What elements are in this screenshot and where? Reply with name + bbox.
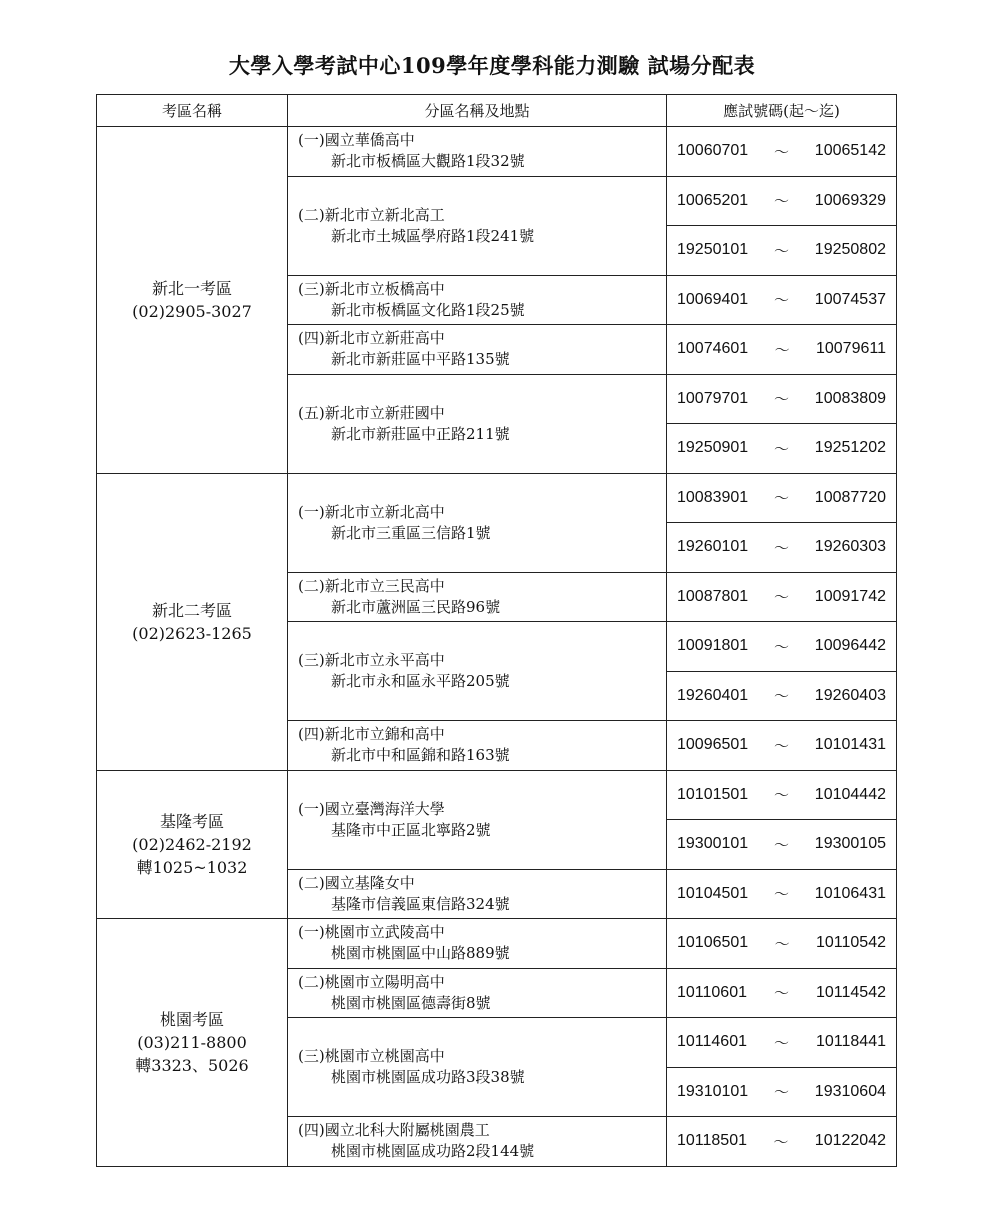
range-start: 19250101 [677,241,749,259]
range-separator: ～ [773,390,789,409]
district-phone: (02)2462-2192 [132,834,252,854]
range-end: 10087720 [814,488,886,506]
district-name: 桃園考區 [159,1009,224,1029]
district-ext: 轉1025~1032 [136,857,248,877]
site-cell [288,127,667,177]
site-name: (三)新北市立板橋高中 [298,279,445,298]
range-separator: ～ [773,489,789,508]
range-end: 10118441 [815,1033,886,1051]
range-start: 10060701 [677,142,749,160]
site-name: (一)桃園市立武陵高中 [298,923,445,942]
site-address: 新北市永和區永平路205號 [331,672,510,690]
site-cell [288,1117,667,1167]
site-address: 新北市板橋區文化路1段25號 [331,300,525,319]
range-start: 19250901 [677,439,749,457]
range-separator: ～ [774,340,790,359]
district-phone: (02)2905-3027 [132,301,252,321]
range-separator: ～ [773,439,789,458]
range-cell [667,127,897,177]
range-end: 10083809 [814,389,886,407]
site-name: (三)桃園市立桃園高中 [298,1047,445,1065]
site-name: (一)國立華僑高中 [298,131,415,150]
range-cell [667,325,897,375]
range-separator: ～ [773,736,789,755]
site-cell [288,1018,667,1117]
range-cell [667,275,897,325]
district-phone: (02)2623-1265 [132,623,252,643]
site-cell [288,968,667,1018]
table-row [97,919,897,969]
range-end: 10096442 [814,637,886,655]
site-name: (四)國立北科大附屬桃園農工 [298,1121,490,1140]
district-cell [97,919,288,1167]
range-separator: ～ [773,142,789,161]
table-body [97,127,897,1167]
range-end: 10101431 [814,736,886,754]
site-address: 桃園市桃園區成功路2段144號 [331,1142,535,1161]
range-cell [667,820,897,870]
header-row [97,95,897,127]
range-end: 10091742 [814,587,886,605]
range-cell [667,523,897,573]
site-address: 新北市中和區錦和路163號 [331,746,510,765]
site-name: (一)新北市立新北高中 [298,502,445,521]
district-phone: (03)211-8800 [137,1032,247,1052]
range-cell [667,622,897,672]
district-ext: 轉3323、5026 [135,1055,249,1075]
range-start: 10104501 [677,884,749,902]
site-name: (四)新北市立錦和高中 [298,725,445,744]
range-start: 10065201 [677,191,749,209]
site-address: 新北市板橋區大觀路1段32號 [331,152,525,171]
range-cell [667,226,897,276]
site-cell [288,721,667,771]
site-cell [288,572,667,622]
district-name: 新北二考區 [151,600,232,620]
site-address: 桃園市桃園區德壽街8號 [331,993,491,1012]
range-end: 10079611 [815,340,886,358]
range-end: 10122042 [814,1132,886,1150]
site-name: (二)國立基隆女中 [298,873,415,892]
site-name: (三)新北市立永平高中 [298,651,445,669]
site-name: (二)桃園市立陽明高中 [298,972,445,991]
site-address: 新北市土城區學府路1段241號 [331,226,535,245]
range-cell [667,572,897,622]
range-end: 19250802 [814,241,886,259]
site-address: 新北市三重區三信路1號 [331,523,491,542]
site-name: (一)國立臺灣海洋大學 [298,799,445,818]
range-separator: ～ [773,637,789,656]
range-end: 10065142 [814,142,886,160]
district-cell [97,473,288,770]
range-cell [667,721,897,771]
range-start: 10114601 [677,1033,747,1051]
range-cell [667,968,897,1018]
table-row [97,770,897,820]
site-address: 新北市新莊區中正路211號 [331,424,510,443]
range-separator: ～ [773,192,789,211]
range-start: 10118501 [677,1132,747,1150]
site-cell [288,770,667,869]
range-end: 19300105 [814,835,886,853]
range-end: 10110542 [815,934,886,952]
range-cell [667,473,897,523]
site-cell [288,622,667,721]
range-cell [667,869,897,919]
site-address: 桃園市桃園區成功路3段38號 [331,1068,525,1086]
range-end: 10069329 [814,191,886,209]
range-start: 19260401 [677,686,749,704]
site-name: (二)新北市立新北高工 [298,205,445,224]
range-cell [667,770,897,820]
range-start: 10106501 [677,934,749,952]
range-start: 10069401 [677,290,749,308]
site-cell [288,473,667,572]
site-cell [288,275,667,325]
site-address: 新北市蘆洲區三民路96號 [331,597,501,616]
range-cell [667,424,897,474]
range-start: 19300101 [677,835,749,853]
range-separator: ～ [773,291,789,310]
range-start: 19260101 [677,538,749,556]
range-separator: ～ [773,687,789,706]
site-cell [288,374,667,473]
range-separator: ～ [773,786,789,805]
range-start: 19310101 [677,1082,749,1100]
range-end: 19310604 [814,1082,886,1100]
range-cell [667,374,897,424]
range-separator: ～ [773,835,789,854]
site-address: 基隆市信義區東信路324號 [331,894,510,913]
range-separator: ～ [774,934,790,953]
site-name: (四)新北市立新莊高中 [298,329,445,348]
site-address: 基隆市中正區北寧路2號 [331,820,491,839]
site-name: (二)新北市立三民高中 [298,576,445,595]
range-end: 10106431 [814,884,886,902]
range-separator: ～ [773,538,789,557]
range-end: 10114542 [815,983,886,1001]
header-district: 考區名稱 [97,95,288,127]
range-cell [667,919,897,969]
range-cell [667,176,897,226]
header-site: 分區名稱及地點 [288,95,667,127]
site-cell [288,919,667,969]
range-separator: ～ [773,588,789,607]
range-start: 10079701 [677,389,749,407]
range-separator: ～ [773,1083,789,1102]
range-start: 10083901 [677,488,749,506]
district-name: 基隆考區 [159,811,224,831]
range-start: 10074601 [677,340,749,358]
range-start: 10087801 [677,587,749,605]
site-address: 桃園市桃園區中山路889號 [331,944,510,963]
range-separator: ～ [773,1033,789,1052]
district-cell [97,770,288,919]
range-end: 10104442 [814,785,886,803]
range-cell [667,1067,897,1117]
site-address: 新北市新莊區中平路135號 [331,350,510,369]
range-separator: ～ [773,241,789,260]
range-cell [667,671,897,721]
header-range: 應試號碼(起～迄) [667,95,897,127]
range-separator: ～ [773,984,789,1003]
site-name: (五)新北市立新莊國中 [298,403,445,422]
range-end: 10074537 [814,290,886,308]
site-cell [288,176,667,275]
district-name: 新北一考區 [151,278,232,298]
table-row [97,473,897,523]
range-start: 10091801 [677,637,749,655]
range-end: 19260403 [814,686,886,704]
exam-site-table [96,94,897,1167]
site-cell [288,325,667,375]
range-separator: ～ [773,885,789,904]
page-title: 大學入學考試中心109學年度學科能力測驗 試場分配表 [228,53,756,78]
site-cell [288,869,667,919]
range-separator: ～ [773,1132,789,1151]
range-end: 19260303 [814,538,886,556]
range-end: 19251202 [814,439,886,457]
range-start: 10101501 [677,785,749,803]
table-row [97,127,897,177]
range-cell [667,1018,897,1068]
district-cell [97,127,288,474]
range-start: 10110601 [677,983,747,1001]
range-cell [667,1117,897,1167]
range-start: 10096501 [677,736,749,754]
